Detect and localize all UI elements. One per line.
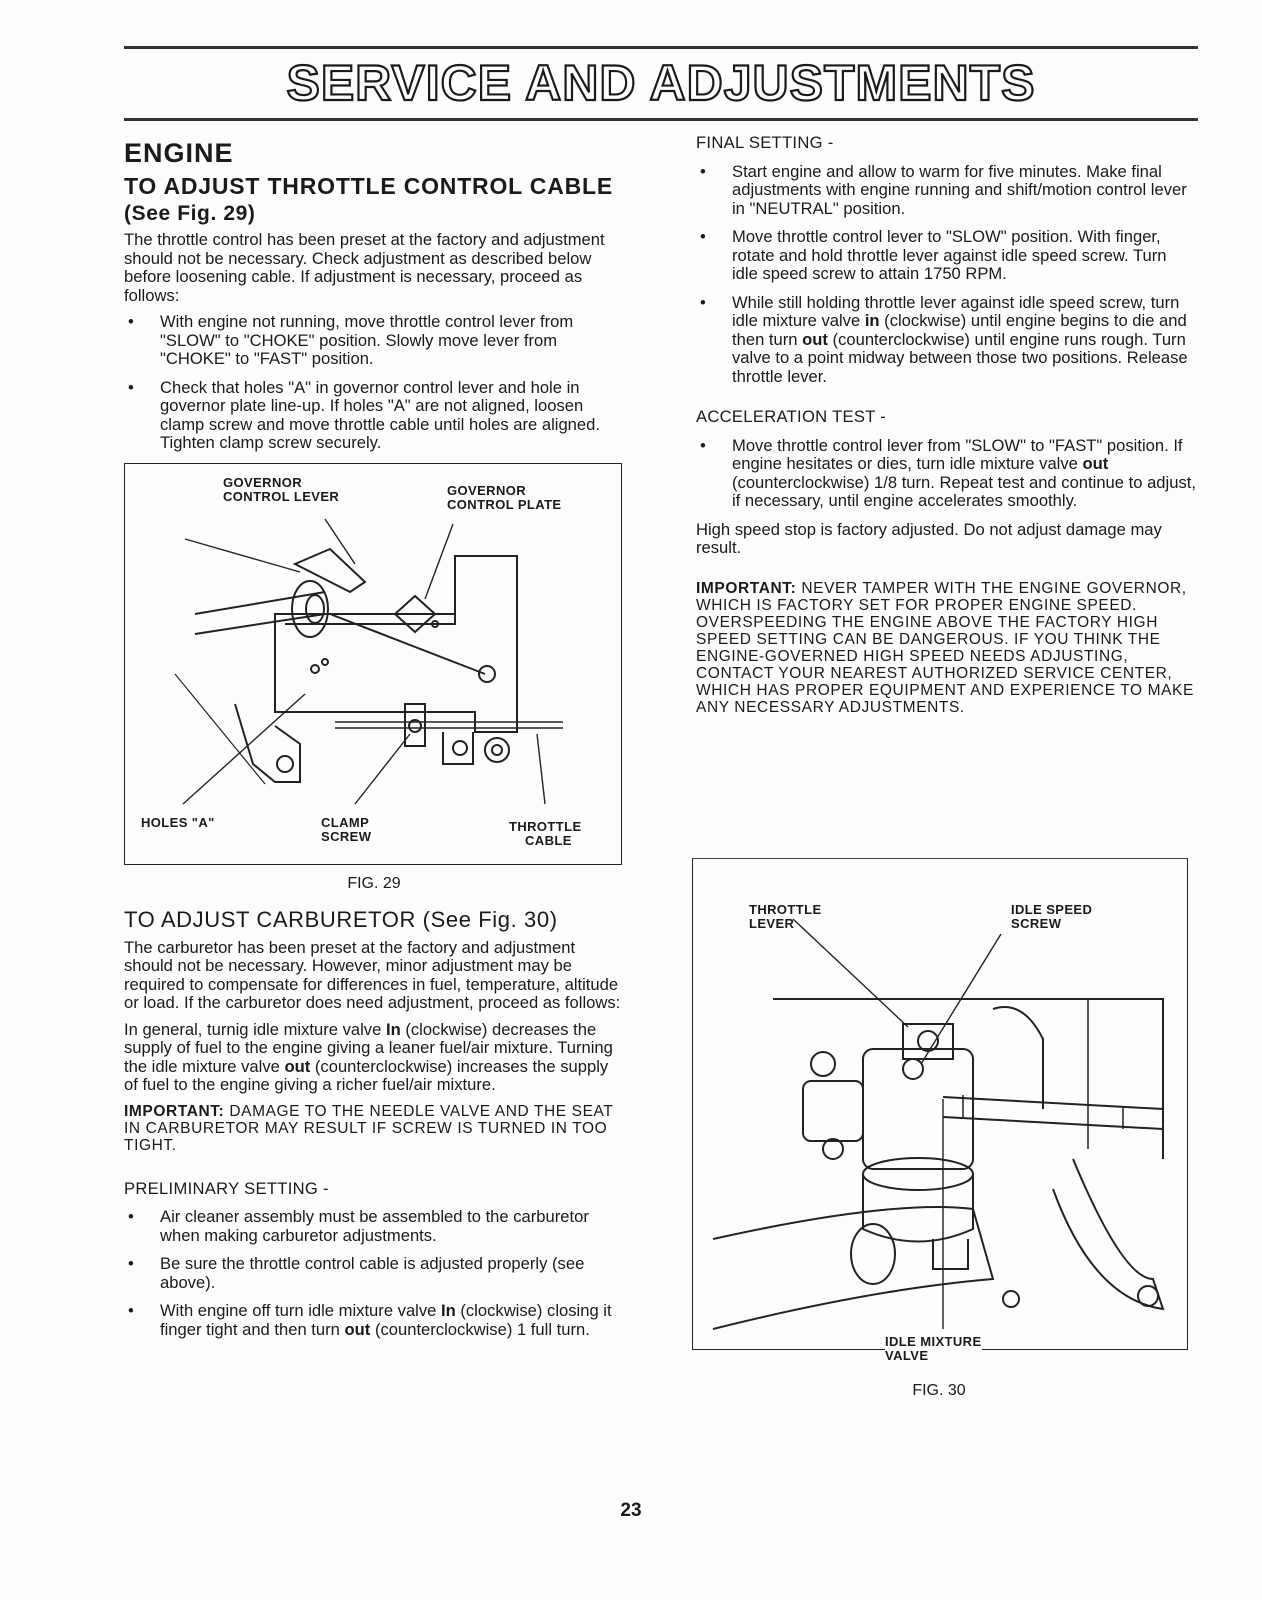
throttle-step: • With engine not running, move throttle control lever from "SLOW" to "CHOKE" position. Slowly move lever from "CHOKE" to "FAST" position. [124, 313, 624, 369]
throttle-heading: TO ADJUST THROTTLE CONTROL CABLE [124, 173, 614, 199]
figure-30-frame [692, 858, 1188, 1363]
fig29-label-holes: HOLES "A" [141, 814, 215, 830]
final-step: • While still holding throttle lever against idle speed screw, turn idle mixture valve in (clockwise) until engine begins to die and then turn out (counterclockwise) until engine runs rough. Turn valve to a point midway between those two positions. Release throttle lever. [696, 294, 1196, 387]
carburetor-important: IMPORTANT: DAMAGE TO THE NEEDLE VALVE AND THE SEAT IN CARBURETOR MAY RESULT IF SCREW IS TURNED IN TOO TIGHT. [124, 1102, 614, 1154]
throttle-heading-ref: (See Fig. 29) [124, 202, 256, 225]
acceleration-step: • Move throttle control lever from "SLOW" to "FAST" position. If engine hesitates or dies, turn idle mixture valve out (counterclockwise) 1/8 turn. Repeat test and continue to adjust, if necessary, until engine accelerates smoothly. [696, 437, 1196, 511]
preliminary-step: • Air cleaner assembly must be assembled to the carburetor when making carburetor adjustments. [124, 1208, 624, 1245]
preliminary-step: • Be sure the throttle control cable is adjusted properly (see above). [124, 1255, 624, 1292]
left-column [124, 130, 624, 1349]
figure-29 [124, 463, 622, 865]
fig29-caption: FIG. 29 [347, 874, 401, 892]
figure-30 [692, 858, 1190, 1380]
fig30-label-idle-speed-screw: IDLE SPEED SCREW [1011, 902, 1093, 931]
governor-important: IMPORTANT: NEVER TAMPER WITH THE ENGINE GOVERNOR, WHICH IS FACTORY SET FOR PROPER ENGINE SPEED. OVERSPEEDING THE ENGINE ABOVE THE FACTORY HIGH SPEED SETTING CAN BE DANGEROUS. IF YOU THINK THE ENGINE-GOVERNED HIGH SPEED NEEDS ADJUSTING, CONTACT YOUR NEAREST AUTHORIZED SERVICE CENTER, WHICH HAS PROPER EQUIPMENT AND EXPERIENCE TO MAKE ANY NECESSARY ADJUSTMENTS. [696, 579, 1194, 716]
preliminary-heading: PRELIMINARY SETTING - [124, 1178, 329, 1198]
acceleration-steps [696, 437, 1196, 511]
fig29-label-throttle-cable: THROTTLE CABLE [509, 818, 582, 848]
final-step: • Move throttle control lever to "SLOW" position. With finger, rotate and hold throttle lever against idle speed screw. Turn idle speed screw to attain 1750 RPM. [696, 228, 1196, 284]
preliminary-step: • With engine off turn idle mixture valve In (clockwise) closing it finger tight and then turn out (counterclockwise) 1 full turn. [124, 1302, 624, 1339]
final-step: • Start engine and allow to warm for five minutes. Make final adjustments with engine running and shift/motion control lever in "NEUTRAL" position. [696, 163, 1196, 219]
fig29-label-governor-lever: GOVERNOR CONTROL LEVER [223, 474, 340, 504]
fig30-label-idle-mixture-valve: IDLE MIXTURE VALVE [885, 1334, 982, 1363]
section-title-engine: ENGINE [124, 138, 234, 168]
throttle-intro: The throttle control has been preset at the factory and adjustment should not be necessary. Check adjustment as described below before loosening cable. If adjustment is necessary, proceed as follows: [124, 230, 605, 305]
throttle-steps [124, 313, 624, 453]
right-column [696, 130, 1196, 724]
fig29-label-governor-plate: GOVERNOR CONTROL PLATE [447, 482, 562, 512]
final-setting-heading: FINAL SETTING - [696, 133, 834, 152]
high-speed-note: High speed stop is factory adjusted. Do not adjust damage may result. [696, 519, 1162, 557]
fig30-label-throttle-lever: THROTTLE LEVER [749, 902, 822, 931]
page-number: 23 [620, 1500, 642, 1521]
throttle-step: • Check that holes "A" in governor control lever and hole in governor plate line-up. If holes "A" are not aligned, loosen clamp screw and move throttle cable until holes are aligned. Tighten clamp screw securely. [124, 379, 624, 453]
carburetor-intro: The carburetor has been preset at the factory and adjustment should not be necessary. However, minor adjustment may be required to compensate for differences in fuel, temperature, altitude or load. If the carburetor does need adjustment, proceed as follows: [124, 937, 621, 1012]
governor-linkage-drawing [125, 464, 621, 864]
title-rule [124, 118, 1198, 121]
fig29-label-clamp-screw: CLAMP SCREW [321, 814, 372, 844]
carburetor-general: In general, turnig idle mixture valve In (clockwise) decreases the supply of fuel to the engine giving a leaner fuel/air mixture. Turning the idle mixture valve out (counterclockwise) increases the supply of fuel to the engine giving a richer fuel/air mixture. [124, 1019, 613, 1094]
carburetor-drawing [693, 859, 1187, 1349]
page-title: SERVICE AND ADJUSTMENTS [286, 55, 1036, 111]
acceleration-heading: ACCELERATION TEST - [696, 407, 887, 426]
carburetor-heading: TO ADJUST CARBURETOR (See Fig. 30) [124, 906, 558, 932]
preliminary-steps [124, 1208, 624, 1339]
fig30-caption: FIG. 30 [912, 1382, 966, 1399]
final-setting-steps [696, 163, 1196, 387]
top-rule [124, 46, 1198, 49]
